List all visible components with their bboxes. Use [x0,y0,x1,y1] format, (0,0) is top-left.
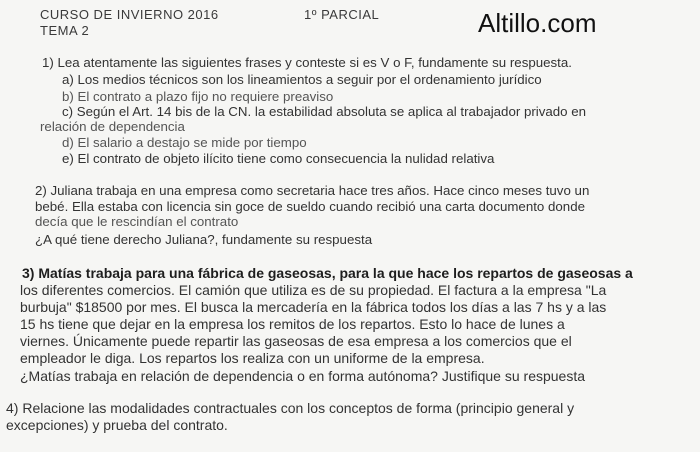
q3-line-3: burbuja" $18500 por mes. El busca la mercadería en la fábrica todos los días a las 7 hs y a las [20,299,607,315]
q1-item-e: e) El contrato de objeto ilícito tiene como consecuencia la nulidad relativa [62,151,495,166]
q2-line-2: bebé. Ella estaba con licencia sin goce de sueldo cuando recibió una carta documento donde [35,199,585,214]
q1-intro: 1) Lea atentamente las siguientes frases y conteste si es V o F, fundamente su respuesta. [42,55,572,70]
q4-line-2: excepciones) y prueba del contrato. [6,417,228,433]
watermark-logo: Altillo.com [478,8,597,38]
q1-item-c-cont: relación de dependencia [40,119,185,134]
q3-question: ¿Matías trabaja en relación de dependencia o en forma autónoma? Justifique su respuesta [20,368,586,384]
q3-line-2: los diferentes comercios. El camión que utiliza es de su propiedad. El factura a la empresa "La [20,282,607,298]
q1-item-a: a) Los medios técnicos son los lineamientos a seguir por el ordenamiento jurídico [62,72,542,87]
q3-line-4: 15 hs tiene que dejar en la empresa los remitos de los repartos. Esto lo hace de lunes a [20,316,565,332]
tema-label: TEMA 2 [40,23,90,38]
q1-item-d: d) El salario a destajo se mide por tiempo [62,135,307,150]
q1-item-b: b) El contrato a plazo fijo no requiere preaviso [62,89,334,104]
q2-line-1: 2) Juliana trabaja en una empresa como secretaria hace tres años. Hace cinco meses tuvo un [35,183,590,198]
q3-line-1: 3) Matías trabaja para una fábrica de gaseosas, para la que hace los repartos de gaseosas a [22,265,633,281]
course-title: CURSO DE INVIERNO 2016 [40,7,219,22]
q1-item-c: c) Según el Art. 14 bis de la CN. la estabilidad absoluta se aplica al trabajador privado en [62,104,587,119]
q3-line-5: viernes. Únicamente puede repartir las gaseosas de esa empresa a los comercios que el [20,333,572,349]
q4-line-1: 4) Relacione las modalidades contractuales con los conceptos de forma (principio general y [6,400,575,416]
exam-title: 1º PARCIAL [304,7,380,22]
q2-line-3: decía que le rescindían el contrato [35,214,239,229]
q2-question: ¿A qué tiene derecho Juliana?, fundamente su respuesta [35,232,373,247]
q3-line-6: empleador le diga. Los repartos los realiza con un uniforme de la empresa. [20,350,485,366]
